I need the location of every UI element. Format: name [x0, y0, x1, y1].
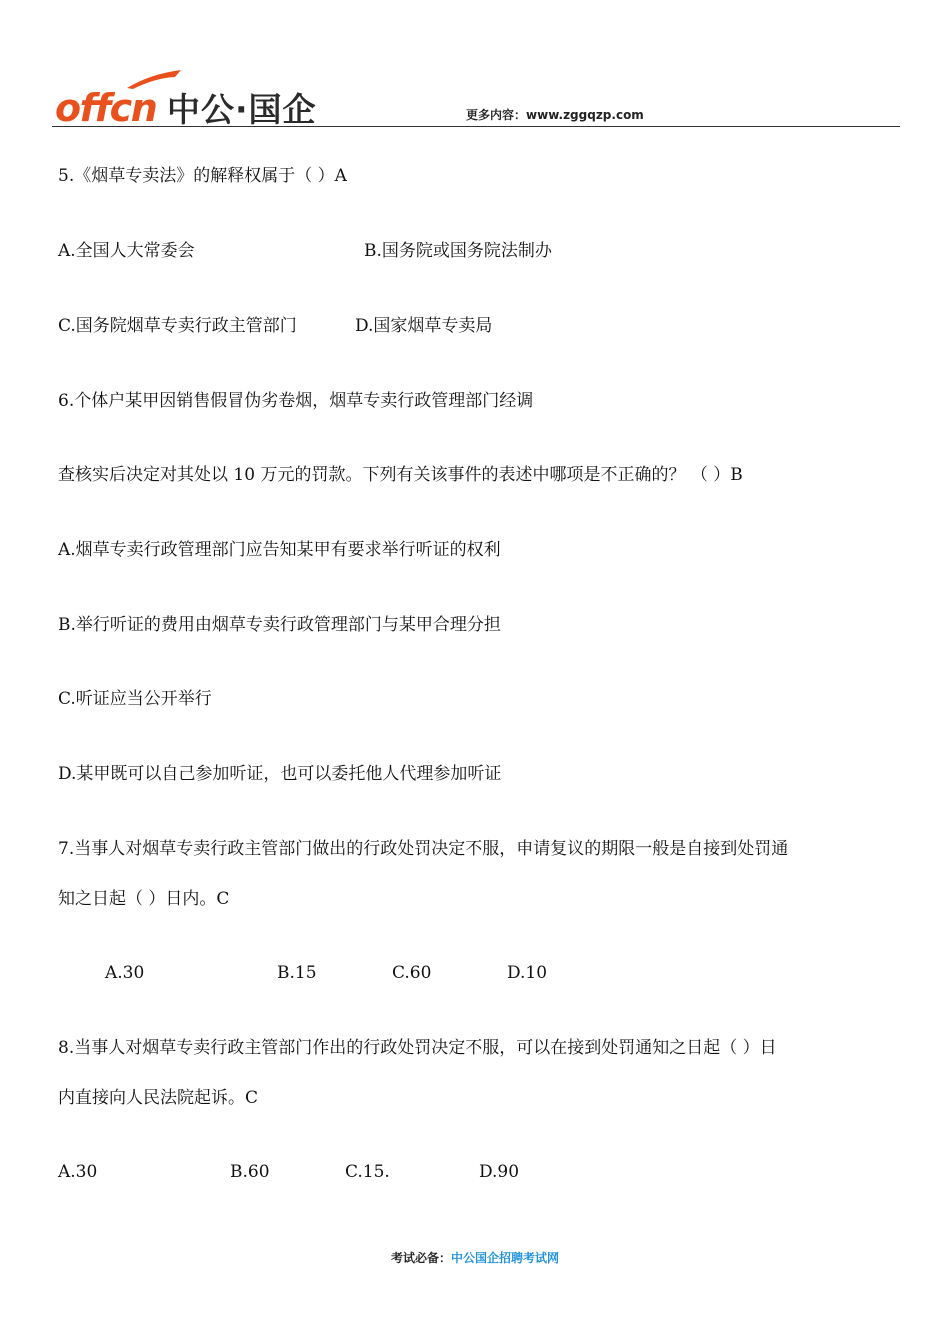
q6-stem-line1: 6.个体户某甲因销售假冒伪劣卷烟，烟草专卖行政管理部门经调	[58, 391, 534, 411]
logo-chinese-text: 中公·国企	[167, 90, 317, 129]
q8-option-c: C.15.	[345, 1162, 390, 1182]
q8-stem-line2: 内直接向人民法院起诉。C	[58, 1088, 259, 1108]
q5-option-c: C.国务院烟草专卖行政主管部门	[58, 316, 297, 336]
q5-option-d: D.国家烟草专卖局	[355, 316, 493, 336]
q7-option-d: D.10	[507, 963, 548, 983]
q5-option-a: A.全国人大常委会	[58, 241, 195, 261]
q6-option-d: D.某甲既可以自己参加听证，也可以委托他人代理参加听证	[58, 764, 502, 784]
q5-option-b: B.国务院或国务院法制办	[364, 241, 552, 261]
q5-stem: 5.《烟草专卖法》的解释权属于（ ）A	[58, 166, 347, 186]
page-header	[52, 60, 900, 130]
more-content-link[interactable]	[466, 106, 644, 123]
more-url: www.zggqzp.com	[526, 108, 644, 122]
q7-option-a: A.30	[105, 963, 145, 983]
q7-stem-line1: 7.当事人对烟草专卖行政主管部门做出的行政处罚决定不服，申请复议的期限一般是自接到处罚通	[58, 839, 789, 859]
q8-option-b: B.60	[230, 1162, 270, 1182]
q7-option-b: B.15	[277, 963, 317, 983]
q7-stem-line2: 知之日起（ ）日内。C	[58, 889, 230, 909]
footer-link[interactable]: 中公国企招聘考试网	[451, 1251, 560, 1265]
q6-option-a: A.烟草专卖行政管理部门应告知某甲有要求举行听证的权利	[58, 540, 501, 560]
q6-option-b: B.举行听证的费用由烟草专卖行政管理部门与某甲合理分担	[58, 615, 501, 635]
page-footer	[0, 1249, 950, 1266]
q6-stem-line2: 查核实后决定对其处以 10 万元的罚款。下列有关该事件的表述中哪项是不正确的？ （ ）B	[58, 465, 743, 485]
footer-label: 考试必备：	[390, 1251, 451, 1265]
q8-option-d: D.90	[479, 1162, 520, 1182]
q8-option-a: A.30	[58, 1162, 98, 1182]
q6-option-c: C.听证应当公开举行	[58, 689, 212, 709]
q7-option-c: C.60	[392, 963, 432, 983]
q8-stem-line1: 8.当事人对烟草专卖行政主管部门作出的行政处罚决定不服，可以在接到处罚通知之日起（ ）日	[58, 1038, 777, 1058]
more-label: 更多内容：	[466, 108, 527, 122]
logo-latin-text: offcn	[55, 86, 157, 130]
